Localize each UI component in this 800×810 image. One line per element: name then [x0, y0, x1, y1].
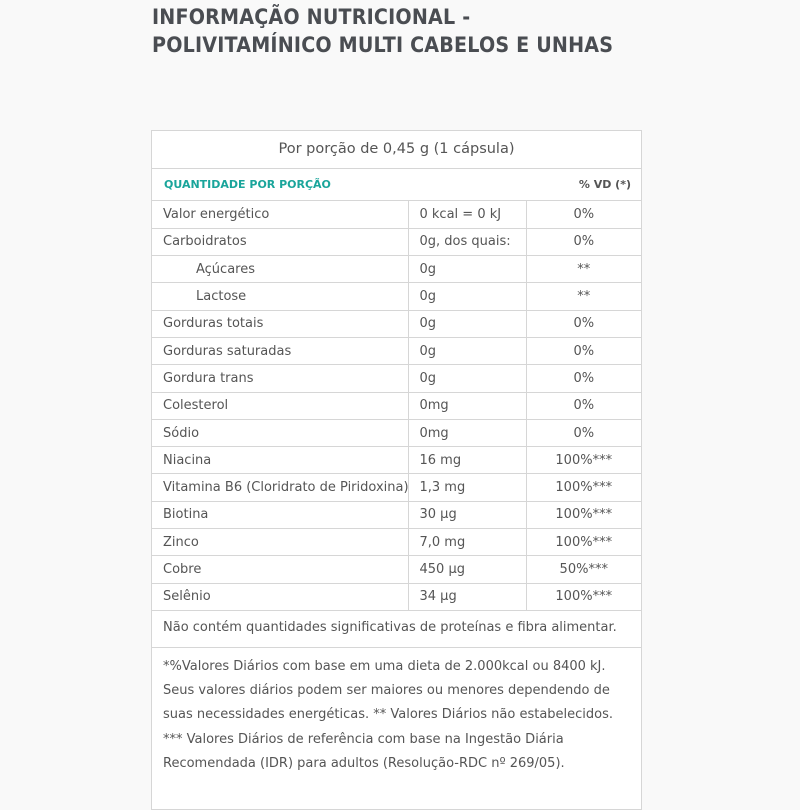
- nutrient-name: Niacina: [152, 447, 408, 474]
- nutrient-quantity: 0g: [408, 310, 526, 337]
- nutrition-footnote: *%Valores Diários com base em uma dieta de 2.000kcal ou 8400 kJ. Seus valores diários podem ser maiores ou menores dependendo de suas necessidades energéticas. ** Valores Diários não estabelecidos. *** Valores Diários de referência com base na Ingestão Diária Recomendada (IDR) para adultos (Resolução-RDC nº 269/05).: [163, 658, 614, 771]
- nutrient-quantity: 1,3 mg: [408, 474, 526, 501]
- nutrient-quantity: 30 µg: [408, 501, 526, 528]
- nutrient-quantity: 0g: [408, 337, 526, 364]
- nutrient-daily-value: 0%: [526, 365, 641, 392]
- nutrient-daily-value: 50%***: [526, 556, 641, 583]
- title-line-2: POLIVITAMÍNICO MULTI CABELOS E UNHAS: [152, 33, 614, 57]
- nutrient-daily-value: 100%***: [526, 501, 641, 528]
- nutrient-daily-value: 0%: [526, 201, 641, 228]
- nutrient-name: Açúcares: [152, 256, 408, 283]
- nutrient-daily-value: **: [526, 256, 641, 283]
- nutrient-name: Colesterol: [152, 392, 408, 419]
- title-line-1: INFORMAÇÃO NUTRICIONAL -: [152, 5, 471, 29]
- nutrient-quantity: 0g: [408, 256, 526, 283]
- table-row: [152, 419, 641, 446]
- table-row: [152, 310, 641, 337]
- page-title: [152, 3, 698, 59]
- nutrient-name: Gorduras saturadas: [152, 337, 408, 364]
- nutrient-quantity: 0g: [408, 365, 526, 392]
- table-row: [152, 392, 641, 419]
- nutrient-daily-value: 0%: [526, 310, 641, 337]
- nutrient-quantity: 0g, dos quais:: [408, 228, 526, 255]
- nutrition-table-panel: [151, 130, 642, 810]
- nutrient-daily-value: 0%: [526, 392, 641, 419]
- nutrient-daily-value: 100%***: [526, 583, 641, 610]
- nutrient-quantity: 0mg: [408, 392, 526, 419]
- nutrient-quantity: 0 kcal = 0 kJ: [408, 201, 526, 228]
- header-quantity-label: QUANTIDADE POR PORÇÃO: [164, 178, 331, 191]
- nutrient-daily-value: 100%***: [526, 529, 641, 556]
- nutrient-daily-value: 100%***: [526, 447, 641, 474]
- nutrient-name: Gorduras totais: [152, 310, 408, 337]
- table-row: [152, 474, 641, 501]
- table-row: [152, 256, 641, 283]
- table-row: [152, 583, 641, 610]
- nutrient-daily-value: 0%: [526, 228, 641, 255]
- table-row: [152, 529, 641, 556]
- nutrient-daily-value: 0%: [526, 337, 641, 364]
- nutrient-quantity: 7,0 mg: [408, 529, 526, 556]
- nutrient-daily-value: 0%: [526, 419, 641, 446]
- table-header: [152, 169, 641, 201]
- nutrient-quantity: 0g: [408, 283, 526, 310]
- nutrient-name: Zinco: [152, 529, 408, 556]
- nutrition-note: Não contém quantidades significativas de proteínas e fibra alimentar.: [152, 611, 641, 648]
- table-row: [152, 501, 641, 528]
- nutrient-name: Vitamina B6 (Cloridrato de Piridoxina): [152, 474, 408, 501]
- header-vd-label: % VD (*): [578, 178, 631, 191]
- nutrient-quantity: 450 µg: [408, 556, 526, 583]
- nutrient-name: Selênio: [152, 583, 408, 610]
- nutrition-table: [152, 201, 641, 611]
- nutrient-name: Carboidratos: [152, 228, 408, 255]
- table-row: [152, 447, 641, 474]
- table-row: [152, 365, 641, 392]
- portion-size: Por porção de 0,45 g (1 cápsula): [152, 131, 641, 169]
- nutrient-name: Biotina: [152, 501, 408, 528]
- nutrient-quantity: 0mg: [408, 419, 526, 446]
- nutrient-daily-value: **: [526, 283, 641, 310]
- table-row: [152, 201, 641, 228]
- nutrient-name: Cobre: [152, 556, 408, 583]
- table-row: [152, 283, 641, 310]
- nutrient-name: Sódio: [152, 419, 408, 446]
- table-row: [152, 228, 641, 255]
- nutrient-name: Valor energético: [152, 201, 408, 228]
- nutrient-quantity: 34 µg: [408, 583, 526, 610]
- table-row: [152, 337, 641, 364]
- nutrient-quantity: 16 mg: [408, 447, 526, 474]
- table-row: [152, 556, 641, 583]
- nutrient-name: Gordura trans: [152, 365, 408, 392]
- nutrient-name: Lactose: [152, 283, 408, 310]
- nutrient-daily-value: 100%***: [526, 474, 641, 501]
